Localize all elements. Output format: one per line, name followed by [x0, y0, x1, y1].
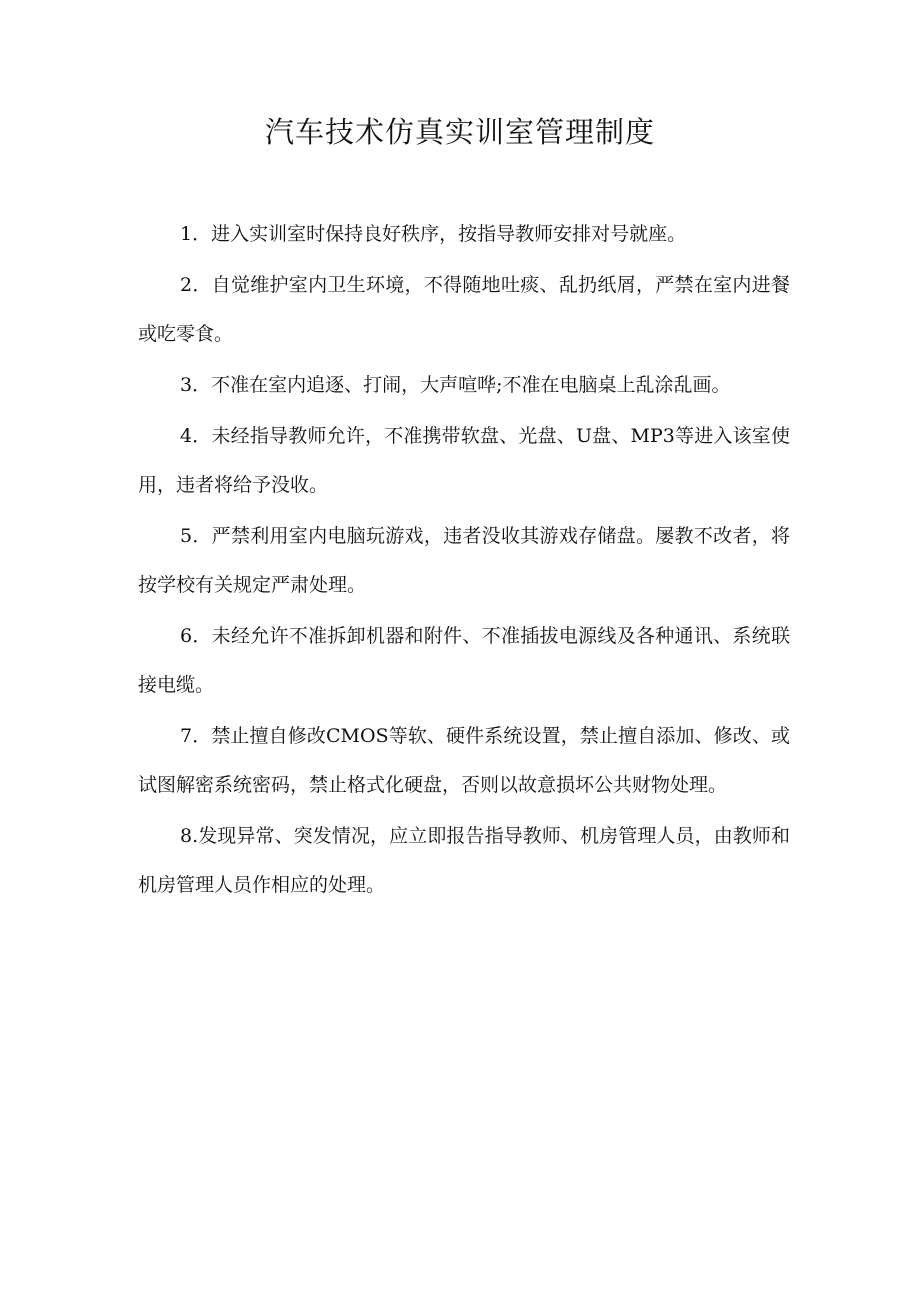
rule-item-6: 6．未经允许不准拆卸机器和附件、不准插拔电源线及各种通讯、系统联接电缆。: [138, 625, 790, 696]
rules-list: [138, 210, 790, 912]
rule-item-7: 7．禁止擅自修改CMOS等软、硬件系统设置，禁止擅自添加、修改、或试图解密系统密码，禁止格式化硬盘，否则以故意损坏公共财物处理。: [138, 725, 790, 796]
rule-item-4: 4．未经指导教师允许，不准携带软盘、光盘、U盘、MP3等进入该室使用，违者将给予没收。: [138, 425, 790, 496]
document-title: 汽车技术仿真实训室管理制度: [264, 115, 655, 149]
rule-item-5: 5．严禁利用室内电脑玩游戏，违者没收其游戏存储盘。屡教不改者，将按学校有关规定严肃处理。: [138, 525, 790, 596]
rule-item-2: 2．自觉维护室内卫生环境，不得随地吐痰、乱扔纸屑，严禁在室内进餐或吃零食。: [138, 274, 790, 345]
rule-item-3: 3．不准在室内追逐、打闹，大声喧哗;不准在电脑桌上乱涂乱画。: [180, 374, 731, 396]
rule-item-8: 8.发现异常、突发情况，应立即报告指导教师、机房管理人员，由教师和机房管理人员作相应的处理。: [138, 825, 790, 896]
rule-item-1: 1．进入实训室时保持良好秩序，按指导教师安排对号就座。: [180, 223, 687, 245]
